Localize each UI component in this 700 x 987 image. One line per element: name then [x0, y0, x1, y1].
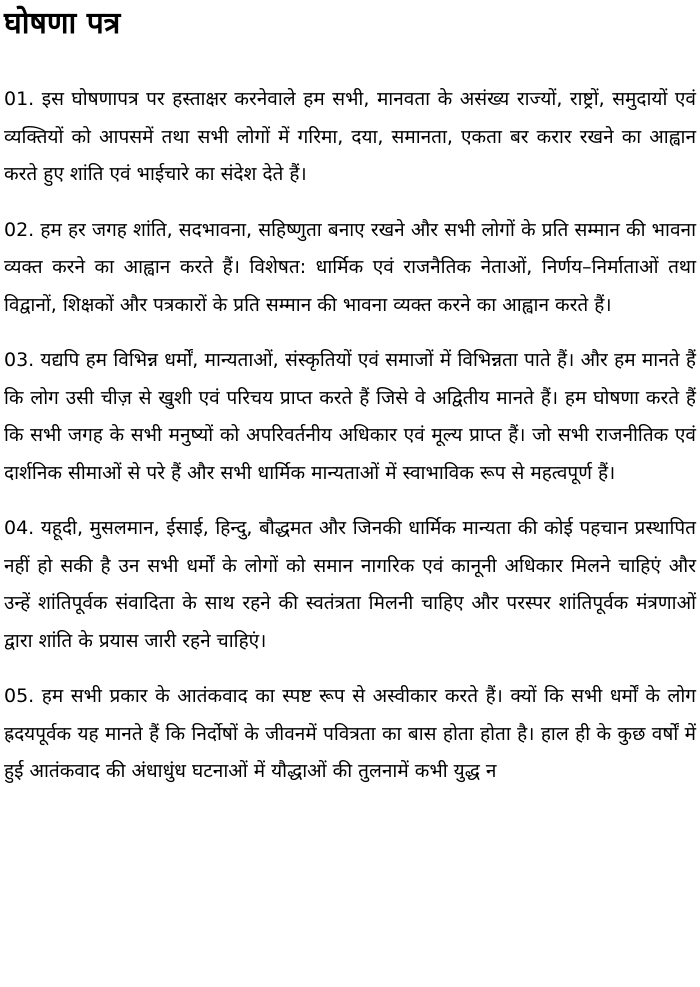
paragraph-01: 01. इस घोषणापत्र पर हस्ताक्षर करनेवाले हम सभी, मानवता के असंख्य राज्यों, राष्ट्रों, समुदायों एवं व्यक्तियों को आपसमें तथा सभी लोगों में गरिमा, दया, समानता, एकता बर करार रखने का आह्वान करते हुए शांति एवं भाईचारे का संदेश देते हैं। [4, 88, 696, 185]
paragraph-04: 04. यहूदी, मुसलमान, ईसाई, हिन्दु, बौद्धमत और जिनकी धार्मिक मान्यता की कोई पहचान प्रस्थापित नहीं हो सकी है उन सभी धर्मों के लोगों को समान नागरिक एवं कानूनी अधिकार मिलने चाहिएं और उन्हें शांतिपूर्वक संवादिता के साथ रहने की स्वतंत्रता मिलनी चाहिए और परस्पर शांतिपूर्वक मंत्रणाओं द्वारा शांति के प्रयास जारी रहने चाहिएं। [4, 517, 696, 652]
paragraph-02: 02. हम हर जगह शांति, सदभावना, सहिष्णुता बनाए रखने और सभी लोगों के प्रति सम्मान की भावना व्यक्त करने का आह्वान करते हैं। विशेषत: धार्मिक एवं राजनैतिक नेताओं, निर्णय–निर्माताओं तथा विद्वानों, शिक्षकों और पत्रकारों के प्रति सम्मान की भावना व्यक्त करने का आह्वान करते हैं। [4, 218, 696, 316]
paragraph-05: 05. हम सभी प्रकार के आतंकवाद का स्पष्ट रूप से अस्वीकार करते हैं। क्यों कि सभी धर्मों के लोग ह्रदयपूर्वक यह मानते हैं कि निर्दोषों के जीवनमें पवित्रता का बास होता होता है। हाल ही के कुछ वर्षों में हुई आतंकवाद की अंधाधुंध घटनाओं में यौद्धाओं की तुलनामें कभी युद्ध न [4, 685, 696, 782]
paragraph-03: 03. यद्यपि हम विभिन्न धर्मों, मान्यताओं, संस्कृतियों एवं समाजों में विभिन्नता पाते हैं। और हम मानते हैं कि लोग उसी चीज़ से खुशी एवं परिचय प्राप्त करते हैं जिसे वे अद्वितीय मानते हैं। हम घोषणा करते हैं कि सभी जगह के सभी मनुष्यों को अपरिवर्तनीय अधिकार एवं मूल्य प्राप्त हैं। जो सभी राजनीतिक एवं दार्शनिक सीमाओं से परे हैं और सभी धार्मिक मान्यताओं में स्वाभाविक रूप से महत्वपूर्ण हैं। [4, 349, 696, 484]
document-title: घोषणा पत्र [4, 6, 121, 41]
